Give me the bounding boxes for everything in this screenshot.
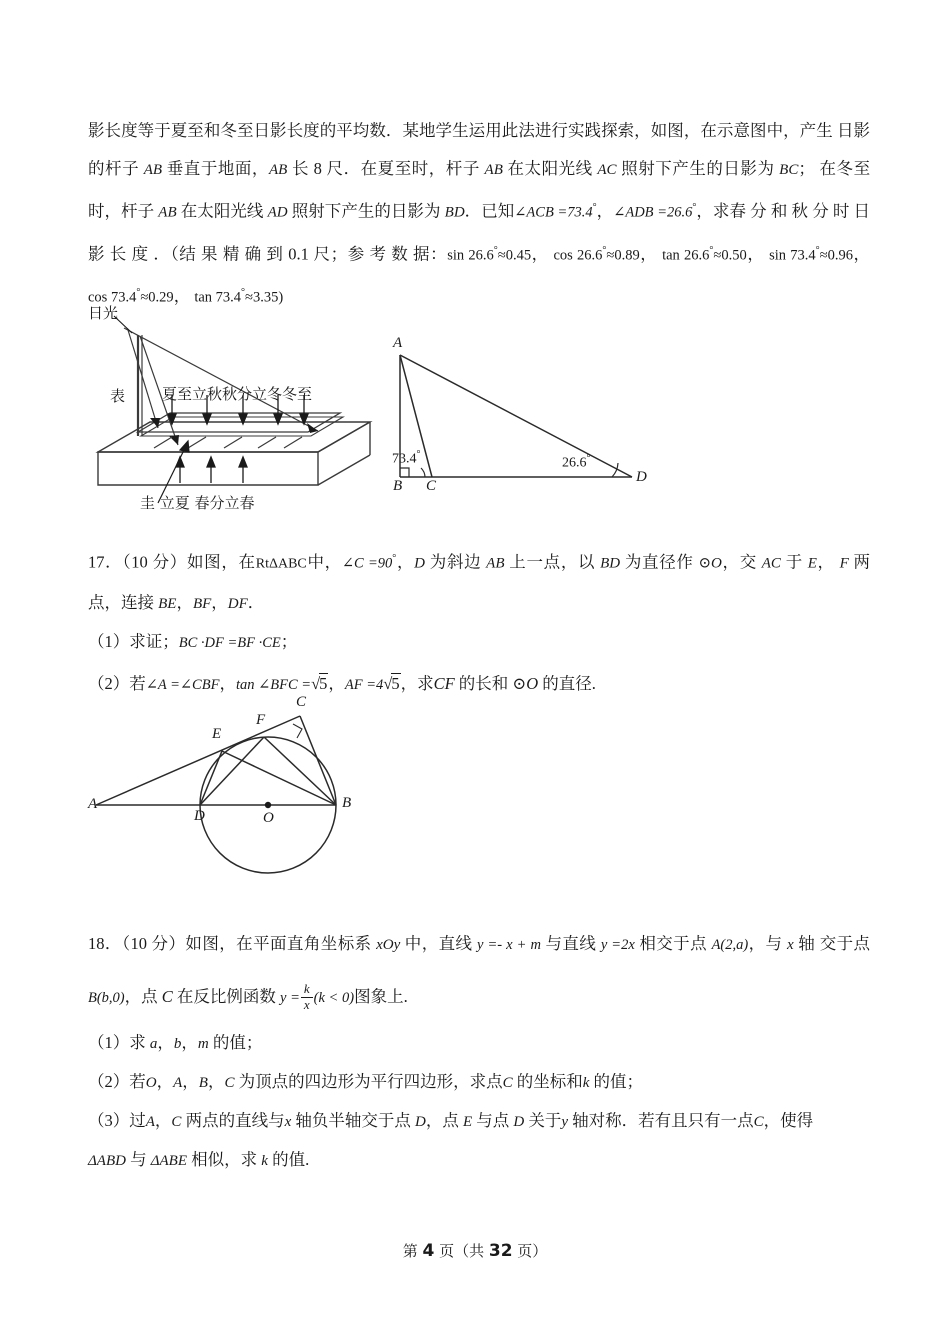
triangle-point-C: C: [426, 478, 437, 494]
p16-line2b: 垂直于地面，: [162, 159, 269, 178]
problem17-number: 17．: [88, 552, 123, 572]
label-C: C: [161, 987, 173, 1006]
inverse-fn-y: y =: [280, 990, 300, 1006]
circle-point-A: A: [88, 796, 98, 812]
footer-suffix: 页）: [512, 1242, 548, 1260]
p18-s4-tail: 相似，求: [187, 1150, 262, 1169]
p18-s2-sep2: ，: [182, 1072, 199, 1091]
triangle-point-B: B: [393, 478, 403, 494]
var-b: b: [173, 1036, 182, 1052]
p17-l1g: ，交: [721, 552, 762, 572]
label-F: F: [839, 555, 849, 572]
p18-s3-mid5: 关于: [524, 1111, 562, 1130]
label-E: E: [807, 555, 817, 572]
label-AB-1: AB: [143, 162, 163, 178]
angle-C-90: ∠C =90: [341, 555, 393, 572]
var-C3: C: [171, 1114, 182, 1130]
p17-l2a: 两点，连接: [88, 552, 871, 612]
var-E3: E: [462, 1114, 473, 1130]
ref-tan266-val: ≈0.50: [713, 247, 747, 263]
p16-line3c: 照射下产生的日影为: [287, 201, 445, 221]
biao-label: 表: [110, 387, 126, 405]
p18-s1-sep2: ，: [181, 1033, 198, 1052]
var-O: O: [145, 1075, 157, 1091]
equation-line1: y =- x + m: [477, 937, 541, 953]
p18-s1-prefix: （1）求: [88, 1033, 150, 1052]
triangle-ABE: ΔABE: [150, 1153, 188, 1169]
problem18-part1: [88, 1024, 870, 1063]
p17-l1e: 上一点，以: [504, 552, 601, 572]
p17-s2-af: AF =4: [344, 676, 384, 693]
circle-svg: [88, 700, 408, 880]
problem17-block: [88, 540, 870, 707]
label-x-axis: x: [787, 937, 794, 953]
angle-ACB-value: ∠ACB =73.4: [514, 204, 593, 221]
triangle-angle-d-label: 26.6°: [562, 453, 591, 471]
p17-s2-tan: tan ∠BFC =: [235, 676, 312, 693]
p18-s3-sep1: ，: [154, 1111, 172, 1130]
var-y3: y: [561, 1114, 569, 1130]
problem18-part3-cont: [88, 1141, 870, 1180]
p17-s2-tail: 的长和: [454, 673, 513, 693]
footer-total-pages: 32: [488, 1241, 513, 1261]
p18-s2-sep1: ，: [156, 1072, 174, 1091]
p16-line1: 影长度等于夏至和冬至日影长度的平均数．某地学生运用此法进行实践探索，如图，在示意图中，产生: [88, 121, 833, 140]
p17-s2-cond1: ∠A =∠CBF: [145, 676, 220, 693]
page-footer: [0, 1240, 950, 1261]
var-a: a: [149, 1036, 158, 1052]
p18-s2-prefix: （2）若: [88, 1072, 146, 1091]
problem18-part3: [88, 1102, 870, 1141]
p18-l1d: 相交于点: [634, 934, 712, 953]
problem17-marks: （10 分）: [122, 552, 187, 572]
angle-ADB-value: ∠ADB =26.6: [613, 204, 693, 221]
p16-line3b: 在太阳光线: [176, 201, 268, 221]
ref-sin734: sin 73.4: [769, 247, 816, 263]
label-BD: BD: [600, 555, 621, 572]
footer-prefix: 第: [402, 1242, 423, 1260]
p18-s2-mid2: 的坐标和: [512, 1072, 583, 1091]
p17-s2-sep3: ，求: [400, 673, 434, 693]
label-rt-abc: RtΔABC: [255, 556, 307, 572]
label-BC: BC: [779, 162, 799, 178]
top-solar-terms-label: 夏至立秋秋分立冬冬至: [162, 385, 313, 403]
p17-s2-label: （2）若: [88, 673, 146, 693]
p16-line3f: ，求春: [696, 201, 746, 221]
p18-s3-mid7: ，使得: [763, 1111, 814, 1130]
p17-s1-label: （1）求证；: [88, 631, 179, 651]
bottom-solar-terms-label: 圭 立夏 春分立春: [140, 494, 255, 512]
problem18-block: [88, 918, 870, 1180]
p18-l1f: 轴: [793, 934, 816, 953]
label-AC: AC: [761, 555, 781, 572]
problem18-statement: [88, 918, 870, 1024]
p18-l2b: ，点: [124, 987, 162, 1006]
p17-s2-sep1: ，: [219, 673, 236, 693]
var-C: C: [224, 1075, 235, 1091]
circle-point-O: O: [263, 810, 274, 826]
p17-l1d: 为斜边: [424, 552, 487, 572]
var-A: A: [173, 1075, 183, 1091]
ref-tan734-val: ≈3.35): [245, 289, 284, 306]
circle-point-B: B: [342, 795, 352, 811]
problem18-number: 18．: [88, 934, 122, 953]
p17-s2-sep2: ，: [328, 673, 345, 693]
label-AB: AB: [486, 555, 505, 572]
problem18-marks: （10 分）: [121, 934, 186, 953]
label-AB-3: AB: [484, 162, 503, 178]
p17-l1c: ，: [396, 552, 415, 572]
problem17-statement: 17．（10 分）如图，在RtΔABC中，∠C =90°，D 为斜边 AB 上一点，以 BD 为直径作 ⊙O，交 AC 于 E， F 两点，连接 BE，BF，DF．: [88, 552, 871, 612]
p18-l1b: 中，直线: [400, 934, 478, 953]
p18-s4-end: 的值.: [267, 1150, 310, 1169]
p16-line2f: ；: [798, 159, 815, 178]
point-B-coords: B(b,0): [88, 990, 125, 1006]
p16-line3a: 在冬至时，杆子: [88, 159, 871, 221]
p18-l1c: 与直线: [540, 934, 601, 953]
ref-tan734: tan 73.4: [194, 289, 242, 306]
label-BF: BF: [192, 595, 212, 612]
problem17-part1: [88, 623, 870, 662]
ref-cos734-val: ≈0.29: [140, 289, 174, 306]
var-k4: k: [261, 1153, 268, 1169]
var-A3: A: [145, 1114, 155, 1130]
p18-s1-sep1: ，: [157, 1033, 174, 1052]
var-C2: C: [502, 1075, 513, 1091]
label-BE: BE: [158, 595, 177, 612]
sunlight-label: 日光: [88, 304, 119, 322]
ref-sin734-val: ≈0.96: [819, 247, 853, 263]
p16-line3d: ．已知: [464, 201, 515, 221]
gnomon-svg: [88, 300, 388, 515]
p17-s2-end: 的直径.: [538, 673, 596, 693]
p18-s1-tail: 的值；: [208, 1033, 263, 1052]
p16-line2c: 长 8 尺．在夏至时，杆子: [287, 159, 485, 178]
k-condition: (k < 0): [313, 990, 355, 1006]
figure-circle-geometry: [88, 694, 408, 880]
var-C3b: C: [753, 1114, 764, 1130]
triangle-point-D: D: [636, 469, 647, 485]
p16-line2d: 在太阳光线: [502, 159, 598, 178]
label-circleO-2: ⊙O: [512, 673, 539, 693]
var-k: k: [582, 1075, 590, 1091]
figure-gnomon-sundial: [88, 300, 388, 515]
point-A-coords: A(2,a): [711, 937, 749, 953]
p18-s3-mid4: 与点: [472, 1111, 514, 1130]
circle-center-dot: [265, 802, 271, 808]
p18-l2c: 在反比例函数: [172, 987, 281, 1006]
bottom-term-arrows: [176, 457, 247, 483]
label-BD: BD: [444, 204, 465, 221]
p18-l2a: 交于点: [819, 934, 871, 953]
label-DF: DF: [227, 595, 248, 612]
var-m: m: [197, 1036, 209, 1052]
triangle-point-A: A: [393, 335, 403, 351]
p18-l1a: 如图，在平面直角坐标系: [185, 934, 377, 953]
p17-s1-end: ；: [280, 631, 298, 651]
p17-s1-equation: BC ·DF =BF ·CE: [178, 634, 281, 651]
ref-cos266-val: ≈0.89: [606, 247, 640, 263]
p17-l1h: 于: [780, 552, 808, 572]
p17-l2b: ，: [176, 592, 193, 612]
footer-page-number: 4: [422, 1241, 435, 1261]
p17-l2c: ，: [211, 592, 228, 612]
label-AB-4: AB: [158, 204, 177, 221]
equation-line2: y =2x: [600, 937, 635, 953]
p18-l2d: 图象上.: [354, 987, 408, 1006]
triangle-ABD: ΔABD: [88, 1153, 126, 1169]
page-content: [88, 112, 870, 317]
p18-l1e: ，与: [748, 934, 788, 953]
p17-l1f: 为直径作: [620, 552, 699, 572]
p18-s3-mid1: 两点的直线与: [181, 1111, 285, 1130]
label-AB-2: AB: [268, 162, 288, 178]
p17-l2d: ．: [247, 592, 265, 612]
triangle-angle-c-label: 73.4°: [392, 449, 421, 467]
var-B: B: [198, 1075, 208, 1091]
problem18-part2: [88, 1063, 870, 1102]
p16-line2e: 照射下产生的日影为: [616, 159, 780, 178]
p17-l1a: 如图，在: [187, 552, 256, 572]
label-AD: AD: [267, 204, 288, 221]
label-AC: AC: [597, 162, 617, 178]
p16-line4a: 分 和 秋 分 时 日 影 长 度 ．（结 果 精 确 到 0.1 尺；参 考 数 据：: [88, 201, 871, 263]
label-CF: CF: [433, 673, 455, 693]
circle-point-C: C: [296, 694, 307, 710]
ref-sin266-val: ≈0.45: [497, 247, 532, 263]
ref-sin266: sin 26.6: [447, 247, 494, 263]
p18-s2-mid: 为顶点的四边形为平行四边形，求点: [234, 1072, 503, 1091]
p18-s3-prefix: （3）过: [88, 1111, 146, 1130]
sqrt5-b: √5: [383, 673, 400, 693]
footer-middle: 页（共: [434, 1242, 489, 1260]
label-circleO: ⊙O: [698, 555, 722, 572]
label-D: D: [414, 555, 425, 572]
p18-s4-mid: 与: [125, 1150, 151, 1169]
p18-s3-mid2: 轴负半轴交于点: [291, 1111, 415, 1130]
p16-line2a: 日影的杆子: [88, 121, 871, 178]
p16-line3e: ，: [596, 201, 614, 221]
circle-point-D: D: [194, 808, 205, 824]
sqrt5-a: √5: [311, 673, 328, 693]
ref-cos266: cos 26.6: [553, 247, 603, 263]
figure-triangle-abd: [380, 335, 670, 510]
problem16-paragraph: 影长度等于夏至和冬至日影长度的平均数．某地学生运用此法进行实践探索，如图，在示意图中，产生 日影的杆子 AB 垂直于地面，AB 长 8 尺．在夏至时，杆子 AB 在太阳光线 AC 照射下产生的日影为 BC； 在冬至时，杆子 AB 在太阳光线 AD 照射下产生的日影为 BD．已知∠ACB =73.4°，∠ADB =26.6°，求春 分 和 秋 分 时 日 影 长 度 ．（结 果 精 确 到 0.1 尺；参 考 数 据：sin 26.6°≈0.45， cos 26.6°≈0.89， tan 26.6°≈0.50， sin 73.4°≈0.96， cos 73.4°≈0.29， tan 73.4°≈3.35): [88, 121, 871, 306]
p18-s3-mid3: ，点: [425, 1111, 463, 1130]
p18-s3-mid6: 轴对称．若有且只有一点: [568, 1111, 754, 1130]
circle-point-E: E: [212, 726, 222, 742]
label-xoy: xOy: [376, 937, 401, 953]
var-D3b: D: [513, 1114, 525, 1130]
fraction-k-over-x: $\frac{k}{x}$: [301, 982, 313, 1013]
ref-tan266: tan 26.6: [662, 247, 710, 263]
p18-s2-sep3: ，: [207, 1072, 225, 1091]
circle-point-F: F: [256, 712, 266, 728]
var-x3: x: [284, 1114, 292, 1130]
triangle-svg: [380, 335, 670, 510]
p17-l1b: 中，: [306, 552, 342, 572]
p18-s2-tail: 的值；: [589, 1072, 644, 1091]
ref-cos734: cos 73.4: [88, 289, 137, 306]
p17-l1i: ，: [816, 552, 835, 572]
var-D3: D: [414, 1114, 426, 1130]
